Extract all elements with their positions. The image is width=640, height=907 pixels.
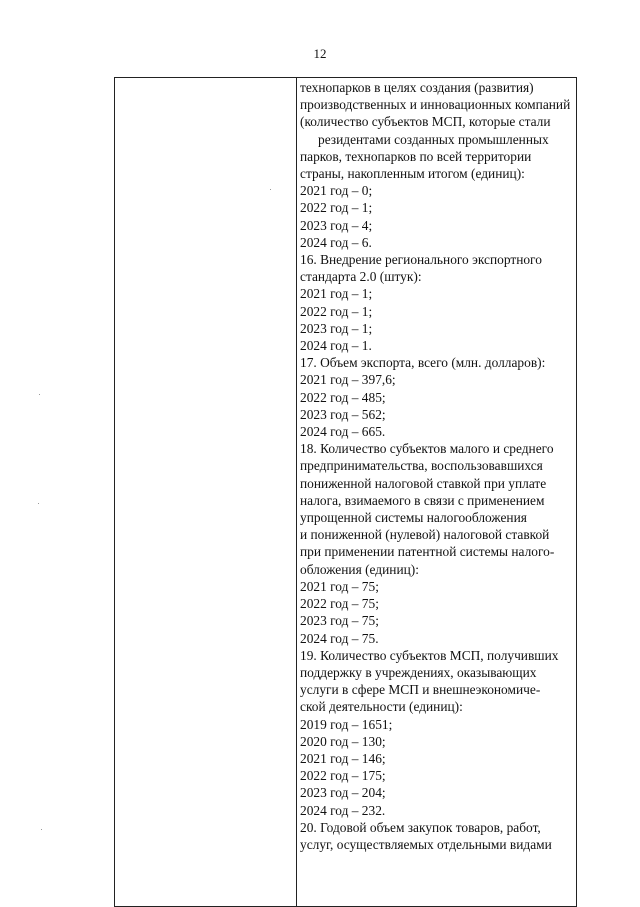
scan-artifact [39,394,40,395]
text-line: 2024 год – 1. [300,338,372,354]
text-line: 2019 год – 1651; [300,716,393,732]
table-cell-right [297,78,577,907]
text-line: парков, технопарков по всей территории [300,148,532,164]
text-line: 2024 год – 232. [300,802,386,818]
text-line: упрощенной системы налогообложения [300,510,527,526]
table-row [115,78,577,907]
text-line: производственных и инновационных компаний [300,97,571,113]
left-cell-text [115,78,296,79]
text-line: услуг, осуществляемых отдельными видами [300,836,552,852]
text-line: и пониженной (нулевой) налоговой ставкой [300,527,550,543]
text-line: 2022 год – 1; [300,200,373,216]
text-line: 2023 год – 4; [300,217,373,233]
text-line: предпринимательства, воспользовавшихся [300,458,543,474]
text-line: 2021 год – 397,6; [300,372,396,388]
text-line: 19. Количество субъектов МСП, получивших [300,647,559,663]
text-line: 2020 год – 130; [300,733,386,749]
text-line: 2023 год – 562; [300,406,386,422]
text-line: услуги в сфере МСП и внешнеэкономиче- [300,682,541,698]
text-line: резидентами созданных промышленных [318,131,549,147]
text-line: 2023 год – 1; [300,320,373,336]
text-line: 2022 год – 485; [300,389,386,405]
text-line: 2022 год – 175; [300,768,386,784]
text-line: 2021 год – 1; [300,286,373,302]
text-line: 2021 год – 146; [300,750,386,766]
text-line: пониженной налоговой ставкой при уплате [300,475,547,491]
text-line: 2022 год – 75; [300,596,379,612]
text-line: 18. Количество субъектов малого и среднего [300,441,554,457]
text-line: при применении патентной системы налого- [300,544,555,560]
text-line: обложения (единиц): [300,561,419,577]
page-number: 12 [313,46,327,61]
text-line: 2024 год – 6. [300,234,372,250]
right-cell-text [297,78,576,853]
scan-artifact [41,829,42,830]
scan-artifact [270,189,271,190]
table-cell-left [115,78,297,907]
text-line: 17. Объем экспорта, всего (млн. долларов): [300,355,546,371]
text-line: 20. Годовой объем закупок товаров, работ, [300,819,541,835]
text-line: технопарков в целях создания (развития) [300,80,534,95]
text-line: 2022 год – 1; [300,303,373,319]
text-line: 2024 год – 75. [300,630,379,646]
text-line: страны, накопленным итогом (единиц): [300,166,525,182]
text-line: поддержку в учреждениях, оказывающих [300,664,537,680]
text-line: 16. Внедрение регионального экспортного [300,252,542,268]
scan-artifact [38,503,39,504]
text-line: 2021 год – 0; [300,183,373,199]
text-line: ской деятельности (единиц): [300,699,463,715]
text-line: (количество субъектов МСП, которые стали [300,114,551,130]
text-line: 2023 год – 204; [300,785,386,801]
text-line: 2023 год – 75; [300,613,379,629]
text-line: налога, взимаемого в связи с применением [300,492,545,508]
text-line: стандарта 2.0 (штук): [300,269,422,285]
text-line: 2024 год – 665. [300,424,386,440]
text-line: 2021 год – 75; [300,578,379,594]
document-table [114,77,577,907]
